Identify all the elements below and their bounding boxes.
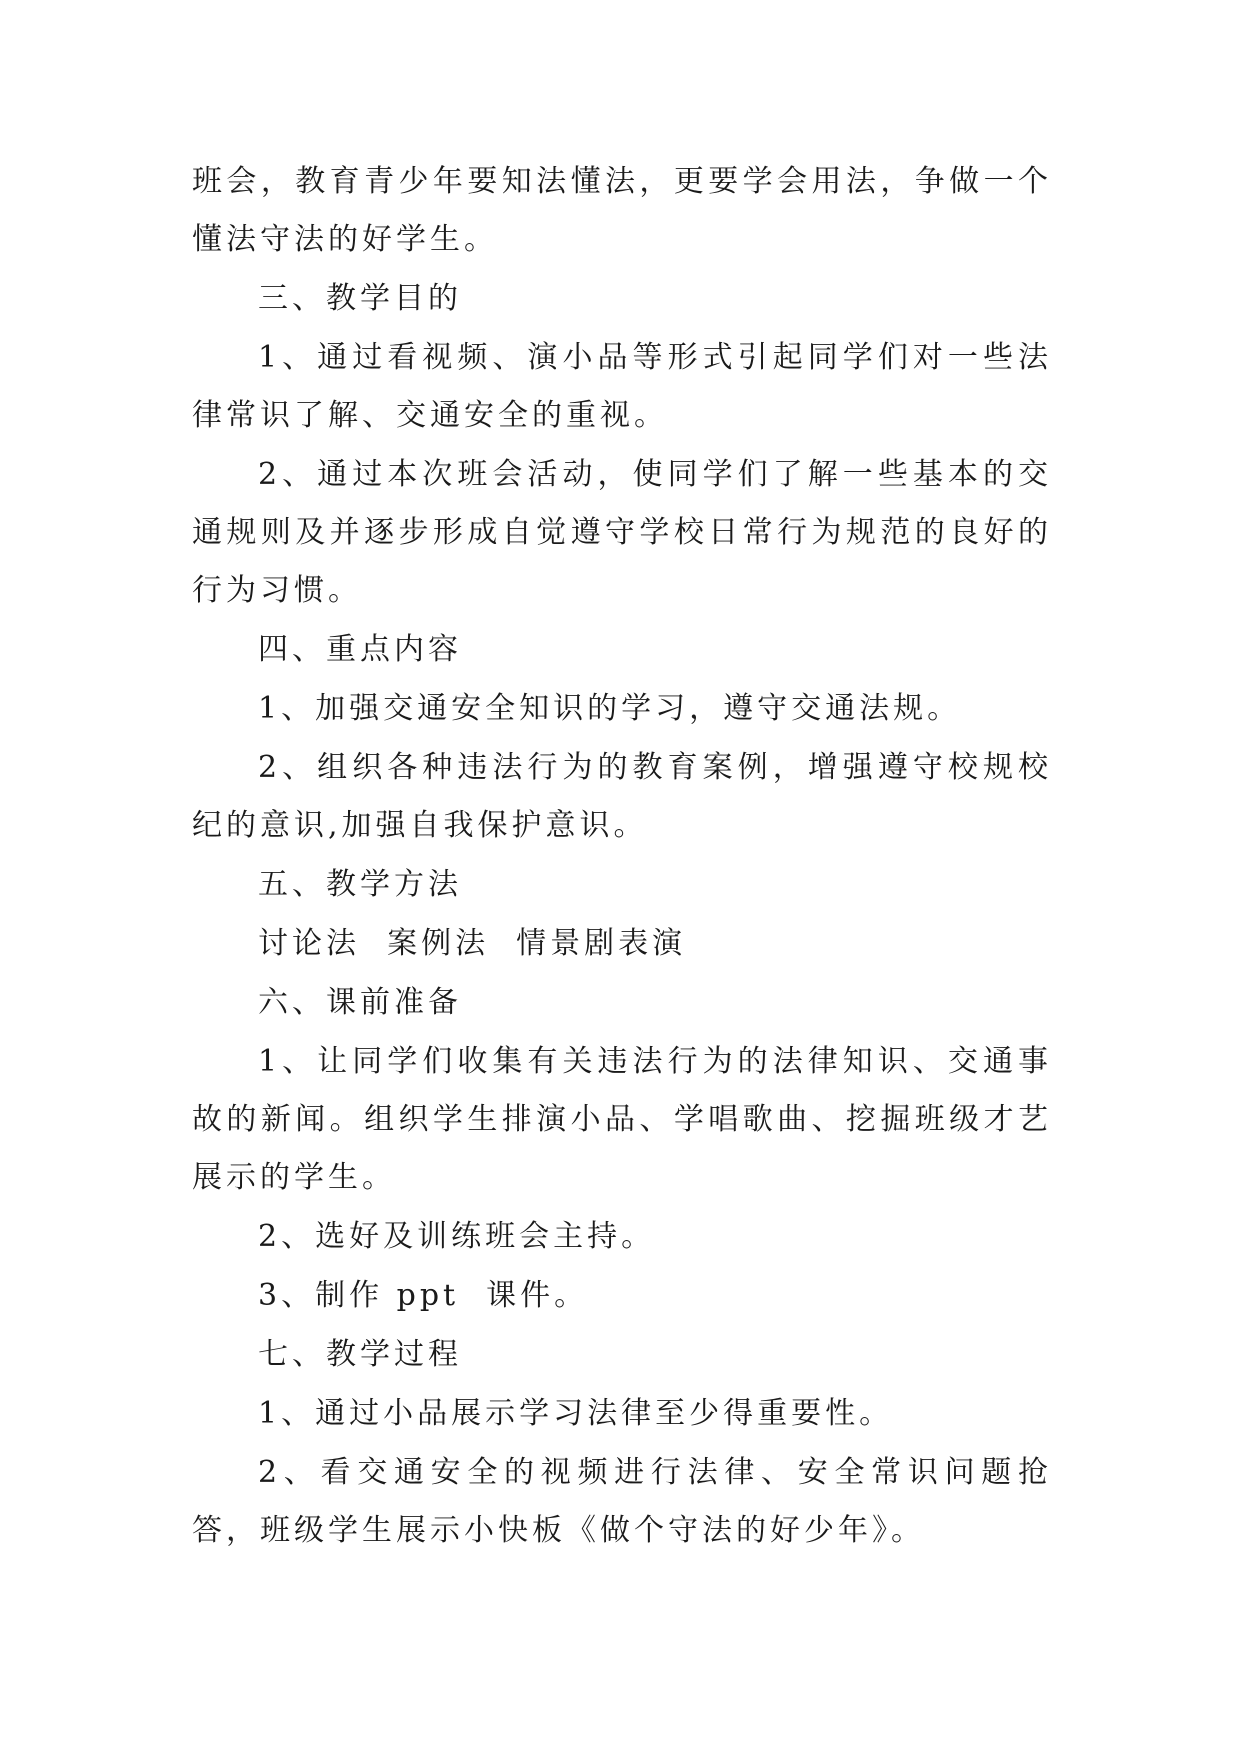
document-body <box>192 153 1052 1561</box>
section-heading-teaching-goals: 三、教学目的 <box>258 281 462 316</box>
paragraph-intro-continuation: 班会，教育青少年要知法懂法，更要学会用法，争做一个懂法守法的好学生。 <box>192 164 1052 257</box>
section-heading-teaching-methods: 五、教学方法 <box>258 867 462 902</box>
teaching-methods-list: 讨论法 案例法 情景剧表演 <box>258 926 687 961</box>
process-item-2: 2、看交通安全的视频进行法律、安全常识问题抢答，班级学生展示小快板《做个守法的好少年》。 <box>192 1455 1052 1548</box>
key-content-item-2: 2、组织各种违法行为的教育案例，增强遵守校规校纪的意识,加强自我保护意识。 <box>192 750 1052 843</box>
key-content-item-1: 1、加强交通安全知识的学习，遵守交通法规。 <box>258 691 962 726</box>
preparation-item-1: 1、让同学们收集有关违法行为的法律知识、交通事故的新闻。组织学生排演小品、学唱歌曲、挖掘班级才艺展示的学生。 <box>192 1044 1052 1195</box>
goal-item-1: 1、通过看视频、演小品等形式引起同学们对一些法律常识了解、交通安全的重视。 <box>192 340 1052 433</box>
preparation-item-3: 3、制作 ppt 课件。 <box>258 1278 589 1313</box>
process-item-1: 1、通过小品展示学习法律至少得重要性。 <box>258 1396 894 1431</box>
goal-item-2: 2、通过本次班会活动，使同学们了解一些基本的交通规则及并逐步形成自觉遵守学校日常行为规范的良好的行为习惯。 <box>192 457 1052 608</box>
section-heading-key-content: 四、重点内容 <box>258 632 462 667</box>
section-heading-teaching-process: 七、教学过程 <box>258 1337 462 1372</box>
preparation-item-2: 2、选好及训练班会主持。 <box>258 1219 656 1254</box>
section-heading-preparation: 六、课前准备 <box>258 985 462 1020</box>
